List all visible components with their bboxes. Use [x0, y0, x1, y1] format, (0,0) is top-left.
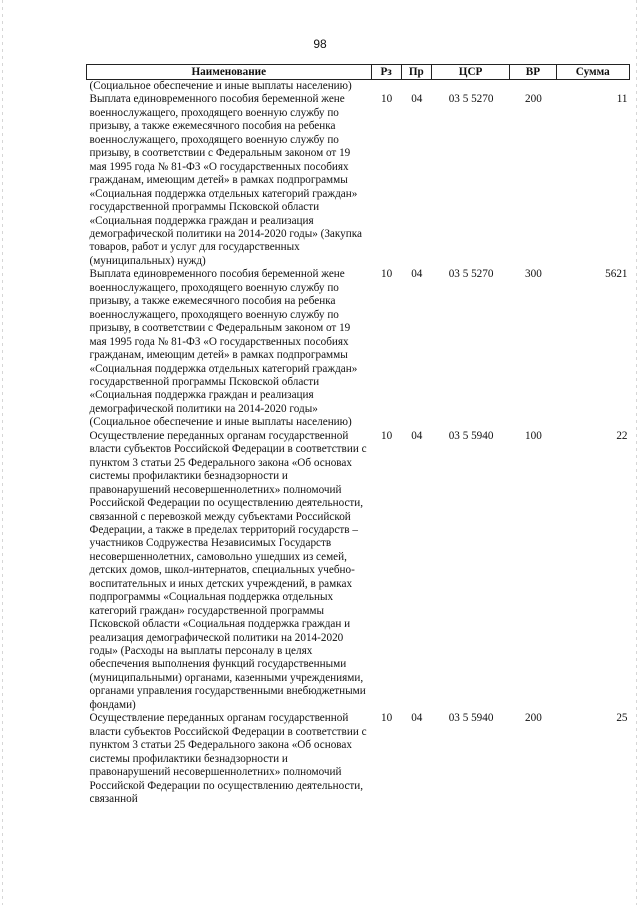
scan-edge-right: [636, 0, 637, 905]
row-pr: 04: [411, 712, 423, 725]
page-number: 98: [313, 37, 327, 51]
budget-table: [86, 64, 630, 806]
row-pr: 04: [411, 429, 423, 442]
row-vr: 100: [525, 429, 542, 442]
row-rz: 10: [381, 429, 393, 442]
continuation-text: (Социальное обеспечение и иные выплаты населению): [89, 80, 352, 92]
row-csr: 03 5 5940: [448, 429, 494, 442]
row-name: Осуществление переданных органам государственной власти субъектов Российской Федерации в соответствии с пунктом 3 статьи 25 Федерального закона «Об основах системы профилактики безнадзорности и правонарушений несовершеннолетних» полномочий Российской Федерации по осуществлению деятельности, связанной: [89, 712, 367, 806]
row-csr: 03 5 5270: [448, 268, 494, 281]
header-rz: Рз: [371, 65, 401, 80]
table-header: [87, 65, 630, 80]
scan-edge-left: [2, 0, 3, 905]
row-vr: 300: [525, 268, 542, 281]
header-pr: Пр: [401, 65, 431, 80]
row-rz: 10: [381, 712, 393, 725]
row-sum: 5621: [605, 268, 628, 281]
table-row: [87, 93, 630, 268]
row-rz: 10: [381, 268, 393, 281]
header-csr: ЦСР: [431, 65, 509, 80]
row-name: Осуществление переданных органам государственной власти субъектов Российской Федерации в соответствии с пунктом 3 статьи 25 Федерального закона «Об основах системы профилактики безнадзорности и правонарушений несовершеннолетних» полномочий Российской Федерации по осуществлению деятельности, связанной с перевозкой между субъектами Российской Федерации, а также в пределах территорий государств – участников Содружества Независимых Государств несовершеннолетних, самовольно ушедших из семей, детских домов, школ-интернатов, специальных учебно-воспитательных и иных детских учреждений, в рамках подпрограммы «Социальная поддержка отдельных категорий граждан» государственной программы Псковской области «Социальная поддержка граждан и реализация демографической политики на 2014-2020 годы» (Расходы на выплаты персоналу в целях обеспечения выполнения функций государственными (муниципальными) органами, казенными учреждениями, органами управления государственными внебюджетными фондами): [89, 429, 367, 711]
header-vr: ВР: [510, 65, 556, 80]
row-vr: 200: [525, 93, 542, 106]
header-name: Наименование: [87, 65, 372, 80]
row-sum: 25: [616, 712, 628, 725]
table-row: [87, 268, 630, 429]
row-name: Выплата единовременного пособия беременной жене военнослужащего, проходящего военную службу по призыву, а также ежемесячного пособия на ребенка военнослужащего, проходящего военную службу по призыву, в соответствии с Федеральным законом от 19 мая 1995 года № 81-ФЗ «О государственных пособиях гражданам, имеющим детей» в рамках подпрограммы «Социальная поддержка отдельных категорий граждан» государственной программы Псковской области «Социальная поддержка граждан и реализация демографической политики на 2014-2020 годы» (Социальное обеспечение и иные выплаты населению): [89, 268, 358, 429]
row-sum: 22: [616, 429, 628, 442]
row-vr: 200: [525, 712, 542, 725]
table-row-continuation: [87, 80, 630, 94]
table-row: [87, 430, 630, 713]
row-csr: 03 5 5270: [448, 93, 494, 106]
row-pr: 04: [411, 93, 423, 106]
row-pr: 04: [411, 268, 423, 281]
header-sum: Сумма: [556, 65, 629, 80]
row-csr: 03 5 5940: [448, 712, 494, 725]
row-sum: 11: [616, 93, 628, 106]
row-rz: 10: [381, 93, 393, 106]
row-name: Выплата единовременного пособия беременной жене военнослужащего, проходящего военную службу по призыву, а также ежемесячного пособия на ребенка военнослужащего, проходящего военную службу по призыву, в соответствии с Федеральным законом от 19 мая 1995 года № 81-ФЗ «О государственных пособиях гражданам, имеющим детей» в рамках подпрограммы «Социальная поддержка отдельных категорий граждан» государственной программы Псковской области «Социальная поддержка граждан и реализация демографической политики на 2014-2020 годы» (Закупка товаров, работ и услуг для государственных (муниципальных) нужд): [89, 93, 362, 267]
table-row: [87, 712, 630, 806]
